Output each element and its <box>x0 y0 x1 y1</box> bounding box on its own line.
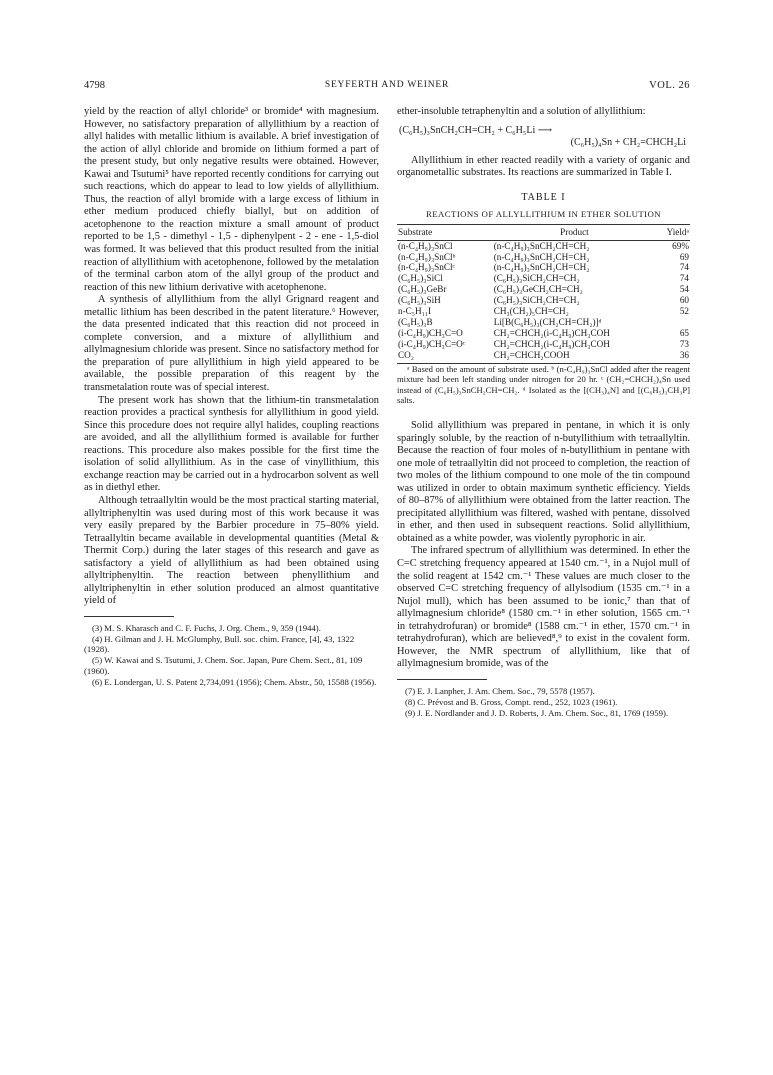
substrate-cell: (C₆H₅)₃SiH <box>398 295 441 306</box>
substrate-cell: (C₆H₅)₃SiCl <box>398 273 443 284</box>
table-row <box>397 306 690 317</box>
substrate-cell: (i-C₄H₉)CH₃C=O <box>398 327 463 338</box>
product-cell: (C₆H₅)₃SiCH₂CH=CH₂ <box>493 273 580 284</box>
yield-cell: 74 <box>679 273 689 284</box>
table-header-row <box>397 224 690 240</box>
footnote: (6) E. Londergan, U. S. Patent 2,734,091 (1956); Chem. Abstr., 50, 15588 (1956). <box>92 676 377 687</box>
product-cell: Li[B(C₆H₅)₃(CH₂CH=CH₂)]ᵈ <box>493 316 602 327</box>
footnote: (4) H. Gilman and J. H. McGlumphy, Bull. soc. chim. France, [4], 43, 1322 (1928). <box>84 633 355 655</box>
yield-cell: 69% <box>672 240 689 251</box>
footnote: (5) W. Kawai and S. Tsutumi, J. Chem. Soc. Japan, Pure Chem. Sect., 81, 109 (1960). <box>84 655 363 677</box>
table-row <box>397 273 690 284</box>
volume-label: VOL. 26 <box>649 80 690 91</box>
footnotes <box>84 623 379 688</box>
column-header: Product <box>493 224 656 240</box>
yield-cell: 74 <box>679 262 689 273</box>
substrate-cell: CO₂ <box>397 350 493 363</box>
page-header <box>84 80 690 94</box>
substrate-cell: (C₆H₅)₃GeBr <box>398 284 447 295</box>
yield-cell: 69 <box>679 251 689 262</box>
footnote-divider <box>397 679 487 680</box>
footnote-divider <box>84 616 174 617</box>
paragraph: Allyllithium in ether reacted readily with a variety of organic and organometallic substrates. Its reactions are summarized in Table I. <box>397 154 690 179</box>
substrate-cell: (n-C₄H₉)₃SnClᶜ <box>398 262 455 273</box>
running-title: SEYFERTH AND WEINER <box>324 80 450 90</box>
substrate-cell: (C₆H₅)₃B <box>398 316 433 327</box>
table-caption: REACTIONS OF ALLYLLITHIUM IN ETHER SOLUTION <box>426 209 661 220</box>
footnotes <box>397 686 690 718</box>
footnote: (3) M. S. Kharasch and C. F. Fuchs, J. Org. Chem., 9, 359 (1944). <box>92 622 321 633</box>
table-row <box>397 339 690 350</box>
product-cell: CH₂=CHCH₂COOH <box>493 350 656 363</box>
product-cell: (n-C₄H₉)₃SnCH₂CH=CH₂ <box>493 262 590 273</box>
substrate-cell: (i-C₄H₉)CH₃C=Oᶜ <box>398 338 466 349</box>
table-row <box>397 240 690 251</box>
yield-cell: 73 <box>679 338 689 349</box>
substrate-cell: n-C₅H₁₁I <box>398 306 432 317</box>
substrate-cell: (n-C₄H₉)₃SnClᵇ <box>398 251 456 262</box>
table-row <box>397 317 690 328</box>
table-title: TABLE I <box>521 191 566 203</box>
substrate-cell: (n-C₄H₉)₃SnCl <box>398 240 453 251</box>
spacer <box>397 406 690 420</box>
column-header: Yieldᵃ <box>656 224 690 240</box>
paragraph: Solid allyllithium was prepared in pentane, in which it is only sparingly soluble, by the reaction of n-butyllithium with tetraallyltin. Because the reaction of four moles of n-butyllithium in pentane with one mole of tetraallyltin did not proceed to completion, the reaction of two moles of the lithium compound to one mole of the tin compound was utilized in order to obtain maximum synthetic efficiency. Yields of 80–87% of allyllithium were obtained from the latter reaction. The precipitated allyllithium was filtered, washed with pentane, dissolved in ether, and then used in subsequent reactions. Solid allyllithium, obtained as a white powder, was violently pyrophoric in air. <box>397 419 690 544</box>
yield-cell: 60 <box>679 295 689 306</box>
product-cell: CH₂=CHCH₂(i-C₄H₉)CH₃COH <box>493 338 610 349</box>
reaction-equation <box>397 125 690 149</box>
product-cell: (C₆H₅)₃GeCH₂CH=CH₂ <box>493 284 583 295</box>
left-column <box>84 106 379 688</box>
yield-cell: 65 <box>679 327 689 338</box>
right-column <box>397 106 690 718</box>
table-row <box>397 350 690 363</box>
product-cell: CH₂=CHCH₂(i-C₄H₉)CH₃COH <box>493 327 610 338</box>
yield-cell: 52 <box>679 306 689 317</box>
table-row <box>397 252 690 263</box>
product-cell: (n-C₄H₉)₃SnCH₂CH=CH₂ <box>493 251 590 262</box>
page-number: 4798 <box>84 80 105 91</box>
footnote: (8) C. Prévost and B. Gross, Compt. rend., 252, 1023 (1961). <box>405 696 618 707</box>
paragraph: A synthesis of allyllithium from the allyl Grignard reagent and metallic lithium has been described in the patent literature.⁶ However, the data presented indicated that this reaction did not proceed in complete conversion, and a mixture of allyllithium and allylmagnesium chloride was present. Since no satisfactory method for the preparation of pure allyllithium in high yield appeared to be available, the possible preparation of this reagent by the transmetalation route was of special interest. <box>84 294 379 394</box>
footnote: (7) E. J. Lanpher, J. Am. Chem. Soc., 79, 5578 (1957). <box>405 685 595 696</box>
table-row <box>397 295 690 306</box>
paragraph: The infrared spectrum of allyllithium was determined. In ether the C=C stretching frequency appeared at 1540 cm.⁻¹, in a Nujol mull of the solid reagent at 1542 cm.⁻¹ These values are much closer to the observed C=C stretching frequency of allylsodium (1535 cm.⁻¹ in a Nujol mull), which has been assumed to be ionic,⁷ than that of allylmagnesium chloride⁸ (1580 cm.⁻¹ in ether solution, 1565 cm.⁻¹ in tetrahydrofuran) or bromide⁸ (1588 cm.⁻¹ in ether, 1570 cm.⁻¹ in tetrahydrofuran), which are believed⁸,⁹ to exist in the covalent form. However, the NMR spectrum of allyllithium, like that of allylmagnesium bromide, was of the <box>397 545 690 670</box>
equation-line: (C₆H₅)₃SnCH₂CH=CH₂ + C₆H₅Li ⟶ <box>399 124 553 136</box>
paragraph: Although tetraallyltin would be the most practical starting material, allyltriphenyltin was used during most of this work because it was very easily prepared by the Barbier procedure in 75–80% yield. Tetraallyltin became available in developmental quantities (Metal & Thermit Corp.) during the later stages of this research and gave as satisfactory a yield of allyllithium as had been obtained using allyltriphenyltin. The reaction between phenyllithium and allyltriphenyltin in ether solution produced an almost quantitative yield of <box>84 494 379 607</box>
product-cell: (n-C₄H₉)₃SnCH₂CH=CH₂ <box>493 240 590 251</box>
table-row <box>397 328 690 339</box>
paragraph: ether-insoluble tetraphenyltin and a solution of allyllithium: <box>397 106 646 117</box>
reactions-table <box>397 224 690 364</box>
column-header: Substrate <box>397 224 493 240</box>
product-cell: CH₃(CH₂)₅CH=CH₂ <box>493 306 569 317</box>
footnote: (9) J. E. Nordlander and J. D. Roberts, J. Am. Chem. Soc., 81, 1769 (1959). <box>405 707 669 718</box>
yield-cell: 36 <box>656 350 690 363</box>
table-notes: ᵃ Based on the amount of substrate used. ᵇ (n-C₄H₉)₃SnCl added after the reagent mixture had been left standing under nitrogen for 20 hr. ᶜ (CH₂=CHCH₂)₄Sn used instead of (C₆H₅)₃SnCH₂CH=CH₂. ᵈ Isolated as the [(CH₃)₄N] and [(C₆H₅)₃CH₃P] salts. <box>397 363 690 406</box>
yield-cell: 54 <box>679 284 689 295</box>
equation-line: (C₆H₅)₄Sn + CH₂=CHCH₂Li <box>570 136 686 148</box>
yield-cell <box>656 317 690 328</box>
table-row <box>397 284 690 295</box>
table-row <box>397 262 690 273</box>
product-cell: (C₆H₅)₃SiCH₂CH=CH₂ <box>493 295 580 306</box>
paragraph: yield by the reaction of allyl chloride³ or bromide⁴ with magnesium. However, no satisfactory preparation of allyllithium by a reaction of allyl halides with metallic lithium is available. A brief investigation of the action of allyl chloride and bromide on lithium formed a part of the present study, but only negative results were obtained. However, Kawai and Tsutumi⁵ have reported recently conditions for carrying out such reactions, which do appear to lead to low yields of allyllithium. Thus, the reaction of allyl bromide with a large excess of lithium in ether medium produced chiefly biallyl, but on addition of acetophenone to the reaction mixture a small amount of product reported to be 1,5 - dimethyl - 1,5 - diphenylpent - 2 - ene - 1,5-diol was formed. It was believed that this product resulted from the initial reaction of allyllithium with acetophenone, followed by the metalation of the terminal carbon atom of the allyl group of the product and reaction of this new lithium derivative with acetophenone. <box>84 106 379 293</box>
paragraph: The present work has shown that the lithium-tin transmetalation reaction provides a practical synthesis for allyllithium in good yield. Since this procedure does not require allyl halides, coupling reactions are avoided, and all the allyllithium formed is available for further reactions. This procedure also makes possible for the first time the isolation of solid allyllithium. As in the case of vinyllithium, this exchange reaction may be carried out in a hydrocarbon solvent as well as in diethyl ether. <box>84 394 379 494</box>
